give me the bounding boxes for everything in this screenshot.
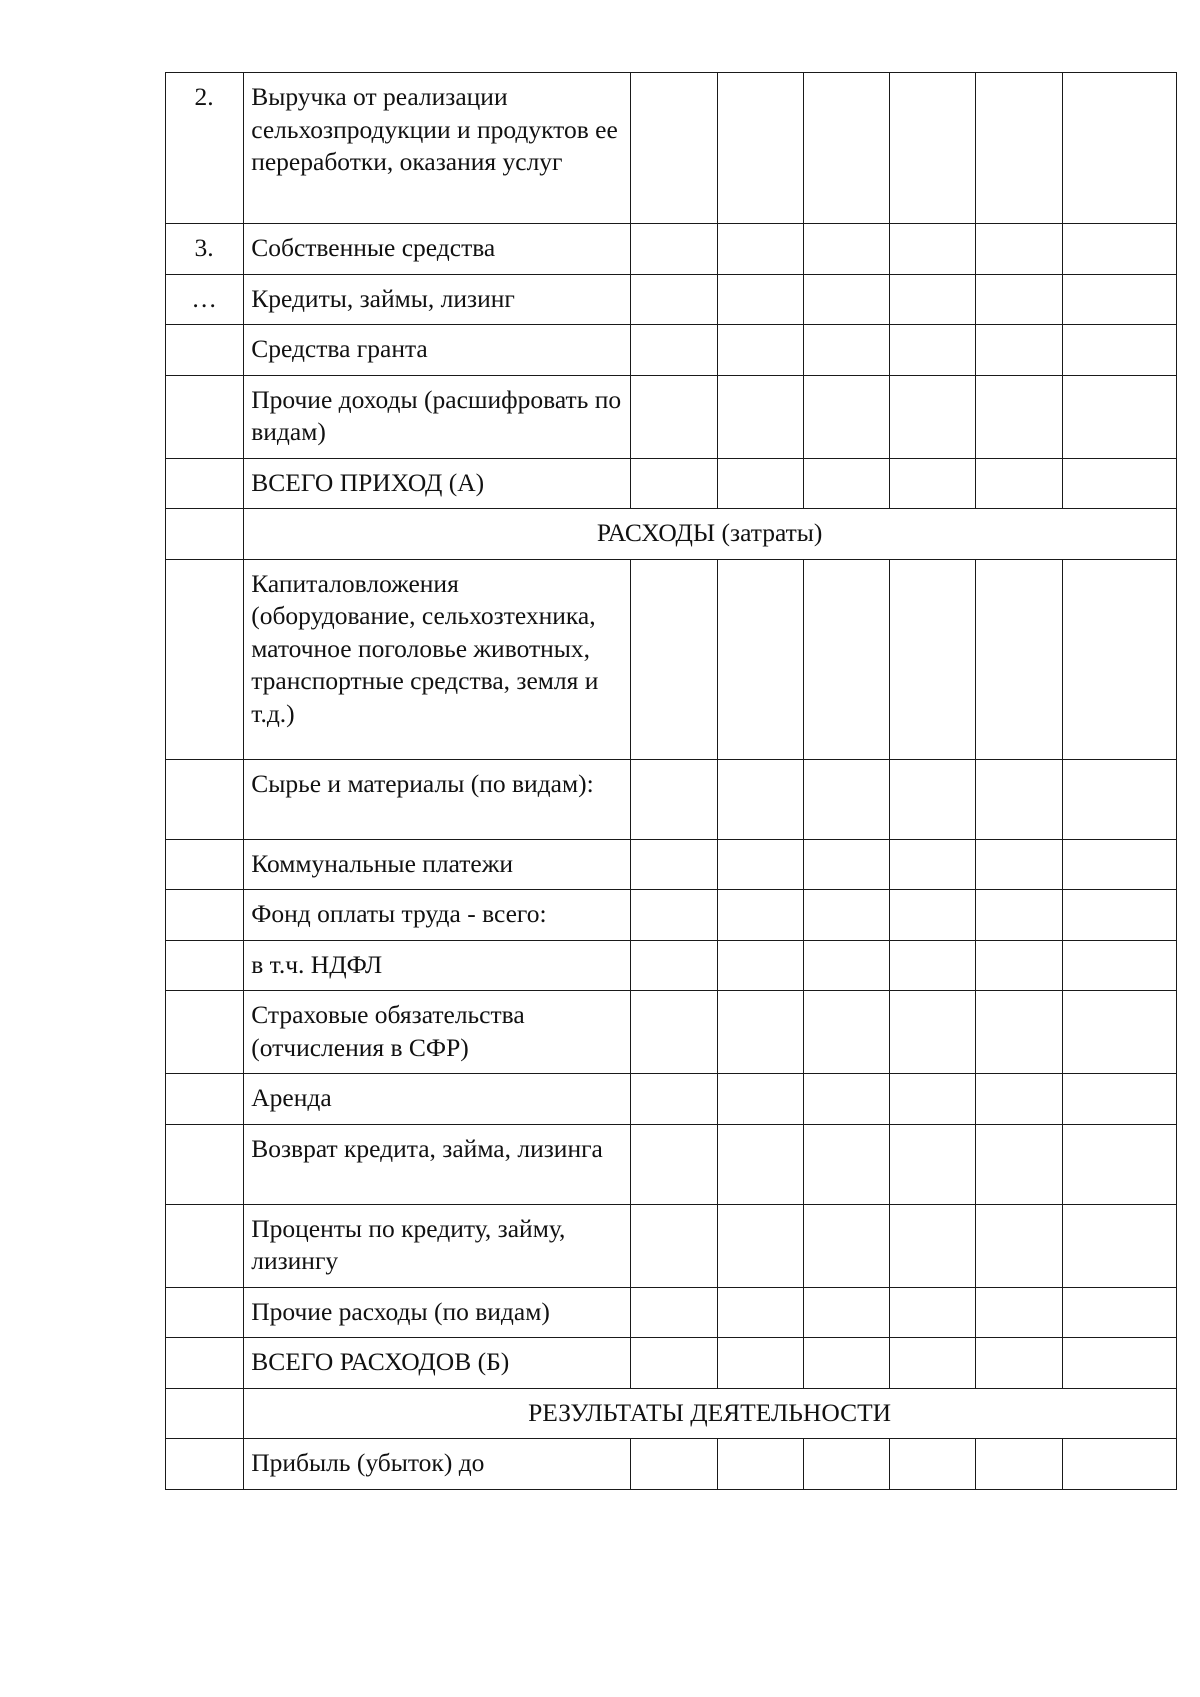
row-label-cell: в т.ч. НДФЛ	[244, 940, 631, 991]
value-cell[interactable]	[717, 375, 803, 458]
value-cell[interactable]	[631, 224, 717, 275]
value-cell[interactable]	[1062, 73, 1176, 224]
value-cell[interactable]	[890, 890, 976, 941]
value-cell[interactable]	[976, 1338, 1062, 1389]
value-cell[interactable]	[890, 1338, 976, 1389]
table-row	[166, 1439, 1177, 1490]
table-row	[166, 1074, 1177, 1125]
value-cell[interactable]	[803, 1204, 889, 1287]
value-cell[interactable]	[976, 1204, 1062, 1287]
value-cell[interactable]	[717, 274, 803, 325]
table-row	[166, 759, 1177, 839]
section-row	[166, 509, 1177, 560]
value-cell[interactable]	[631, 759, 717, 839]
table-row	[166, 991, 1177, 1074]
table-row	[166, 559, 1177, 759]
table-row	[166, 1124, 1177, 1204]
value-cell[interactable]	[803, 890, 889, 941]
table-row	[166, 940, 1177, 991]
value-cell[interactable]	[976, 375, 1062, 458]
value-cell[interactable]	[890, 991, 976, 1074]
row-label-cell: Кредиты, займы, лизинг	[244, 274, 631, 325]
value-cell[interactable]	[976, 274, 1062, 325]
value-cell[interactable]	[631, 1287, 717, 1338]
value-cell[interactable]	[717, 839, 803, 890]
value-cell[interactable]	[803, 73, 889, 224]
value-cell[interactable]	[717, 1338, 803, 1389]
row-number-cell	[166, 759, 244, 839]
row-number-cell	[166, 1204, 244, 1287]
table-row	[166, 1287, 1177, 1338]
table-row	[166, 890, 1177, 941]
row-label-cell: Коммунальные платежи	[244, 839, 631, 890]
value-cell[interactable]	[803, 991, 889, 1074]
value-cell[interactable]	[803, 759, 889, 839]
value-cell[interactable]	[717, 325, 803, 376]
value-cell[interactable]	[890, 458, 976, 509]
value-cell[interactable]	[803, 1439, 889, 1490]
value-cell[interactable]	[1062, 224, 1176, 275]
value-cell[interactable]	[803, 1124, 889, 1204]
table-row	[166, 274, 1177, 325]
row-label-cell: Прочие доходы (расшифровать по видам)	[244, 375, 631, 458]
section-row	[166, 1388, 1177, 1439]
table-body	[166, 73, 1177, 1490]
table-row	[166, 224, 1177, 275]
value-cell[interactable]	[803, 375, 889, 458]
row-number-cell: …	[166, 274, 244, 325]
row-number-cell	[166, 1074, 244, 1125]
value-cell[interactable]	[717, 1124, 803, 1204]
row-label-cell: Аренда	[244, 1074, 631, 1125]
value-cell[interactable]	[803, 325, 889, 376]
value-cell[interactable]	[1062, 759, 1176, 839]
value-cell[interactable]	[717, 224, 803, 275]
value-cell[interactable]	[890, 325, 976, 376]
row-number-cell	[166, 1287, 244, 1338]
value-cell[interactable]	[1062, 839, 1176, 890]
row-label-cell: ВСЕГО РАСХОДОВ (Б)	[244, 1338, 631, 1389]
row-number-cell	[166, 458, 244, 509]
value-cell[interactable]	[631, 940, 717, 991]
value-cell[interactable]	[803, 940, 889, 991]
value-cell[interactable]	[1062, 890, 1176, 941]
row-number-cell	[166, 325, 244, 376]
value-cell[interactable]	[890, 224, 976, 275]
row-label-cell: ВСЕГО ПРИХОД (А)	[244, 458, 631, 509]
value-cell[interactable]	[890, 839, 976, 890]
row-label-cell: Средства гранта	[244, 325, 631, 376]
value-cell[interactable]	[803, 839, 889, 890]
row-number-cell	[166, 559, 244, 759]
value-cell[interactable]	[631, 1204, 717, 1287]
value-cell[interactable]	[631, 839, 717, 890]
row-label-cell: Капиталовложения (оборудование, сельхозтехника, маточное поголовье животных, транспортные средства, земля и т.д.)	[244, 559, 631, 759]
value-cell[interactable]	[976, 1074, 1062, 1125]
row-label-cell: Прибыль (убыток) до	[244, 1439, 631, 1490]
row-label-cell: Фонд оплаты труда - всего:	[244, 890, 631, 941]
value-cell[interactable]	[1062, 1287, 1176, 1338]
value-cell[interactable]	[1062, 559, 1176, 759]
value-cell[interactable]	[976, 1439, 1062, 1490]
row-number-cell	[166, 890, 244, 941]
value-cell[interactable]	[803, 274, 889, 325]
row-label-cell: Прочие расходы (по видам)	[244, 1287, 631, 1338]
table-row	[166, 375, 1177, 458]
value-cell[interactable]	[1062, 940, 1176, 991]
value-cell[interactable]	[976, 940, 1062, 991]
section-header-cell: РАСХОДЫ (затраты)	[244, 509, 1177, 560]
value-cell[interactable]	[631, 458, 717, 509]
value-cell[interactable]	[803, 559, 889, 759]
value-cell[interactable]	[717, 73, 803, 224]
value-cell[interactable]	[1062, 1338, 1176, 1389]
value-cell[interactable]	[631, 1074, 717, 1125]
value-cell[interactable]	[976, 1124, 1062, 1204]
value-cell[interactable]	[803, 1338, 889, 1389]
value-cell[interactable]	[890, 1439, 976, 1490]
value-cell[interactable]	[976, 458, 1062, 509]
value-cell[interactable]	[717, 458, 803, 509]
value-cell[interactable]	[803, 1074, 889, 1125]
value-cell[interactable]	[717, 1439, 803, 1490]
value-cell[interactable]	[1062, 458, 1176, 509]
value-cell[interactable]	[976, 73, 1062, 224]
value-cell[interactable]	[976, 325, 1062, 376]
value-cell[interactable]	[717, 759, 803, 839]
value-cell[interactable]	[631, 559, 717, 759]
row-number-cell	[166, 1388, 244, 1439]
table-row	[166, 839, 1177, 890]
value-cell[interactable]	[631, 1124, 717, 1204]
row-label-cell: Проценты по кредиту, займу, лизингу	[244, 1204, 631, 1287]
value-cell[interactable]	[803, 224, 889, 275]
table-row	[166, 325, 1177, 376]
value-cell[interactable]	[1062, 375, 1176, 458]
value-cell[interactable]	[717, 1204, 803, 1287]
value-cell[interactable]	[1062, 1124, 1176, 1204]
row-number-cell	[166, 1338, 244, 1389]
row-number-cell	[166, 839, 244, 890]
value-cell[interactable]	[976, 890, 1062, 941]
value-cell[interactable]	[717, 940, 803, 991]
value-cell[interactable]	[631, 991, 717, 1074]
value-cell[interactable]	[1062, 1439, 1176, 1490]
value-cell[interactable]	[717, 991, 803, 1074]
value-cell[interactable]	[803, 458, 889, 509]
row-number-cell: 2.	[166, 73, 244, 224]
row-number-cell	[166, 509, 244, 560]
table-row	[166, 1338, 1177, 1389]
value-cell[interactable]	[631, 73, 717, 224]
value-cell[interactable]	[1062, 1074, 1176, 1125]
row-number-cell	[166, 991, 244, 1074]
value-cell[interactable]	[717, 890, 803, 941]
value-cell[interactable]	[631, 325, 717, 376]
value-cell[interactable]	[631, 1338, 717, 1389]
row-number-cell	[166, 1124, 244, 1204]
row-number-cell	[166, 940, 244, 991]
row-label-cell: Собственные средства	[244, 224, 631, 275]
value-cell[interactable]	[631, 1439, 717, 1490]
value-cell[interactable]	[1062, 274, 1176, 325]
row-number-cell: 3.	[166, 224, 244, 275]
value-cell[interactable]	[976, 759, 1062, 839]
row-label-cell: Страховые обязательства (отчисления в СФР)	[244, 991, 631, 1074]
value-cell[interactable]	[717, 1287, 803, 1338]
value-cell[interactable]	[717, 559, 803, 759]
value-cell[interactable]	[631, 274, 717, 325]
value-cell[interactable]	[976, 991, 1062, 1074]
value-cell[interactable]	[631, 375, 717, 458]
value-cell[interactable]	[890, 375, 976, 458]
table-row	[166, 458, 1177, 509]
row-label-cell: Возврат кредита, займа, лизинга	[244, 1124, 631, 1204]
row-number-cell	[166, 375, 244, 458]
value-cell[interactable]	[717, 1074, 803, 1125]
value-cell[interactable]	[890, 1124, 976, 1204]
table-row	[166, 1204, 1177, 1287]
value-cell[interactable]	[890, 940, 976, 991]
row-number-cell	[166, 1439, 244, 1490]
value-cell[interactable]	[1062, 1204, 1176, 1287]
value-cell[interactable]	[890, 559, 976, 759]
value-cell[interactable]	[890, 73, 976, 224]
value-cell[interactable]	[890, 759, 976, 839]
value-cell[interactable]	[976, 839, 1062, 890]
value-cell[interactable]	[890, 1287, 976, 1338]
value-cell[interactable]	[1062, 325, 1176, 376]
section-header-cell: РЕЗУЛЬТАТЫ ДЕЯТЕЛЬНОСТИ	[244, 1388, 1177, 1439]
value-cell[interactable]	[890, 1204, 976, 1287]
value-cell[interactable]	[890, 274, 976, 325]
value-cell[interactable]	[631, 890, 717, 941]
table-row	[166, 73, 1177, 224]
row-label-cell: Выручка от реализации сельхозпродукции и продуктов ее переработки, оказания услуг	[244, 73, 631, 224]
value-cell[interactable]	[976, 1287, 1062, 1338]
value-cell[interactable]	[976, 224, 1062, 275]
value-cell[interactable]	[976, 559, 1062, 759]
value-cell[interactable]	[803, 1287, 889, 1338]
value-cell[interactable]	[890, 1074, 976, 1125]
row-label-cell: Сырье и материалы (по видам):	[244, 759, 631, 839]
value-cell[interactable]	[1062, 991, 1176, 1074]
financial-plan-table	[165, 72, 1177, 1490]
